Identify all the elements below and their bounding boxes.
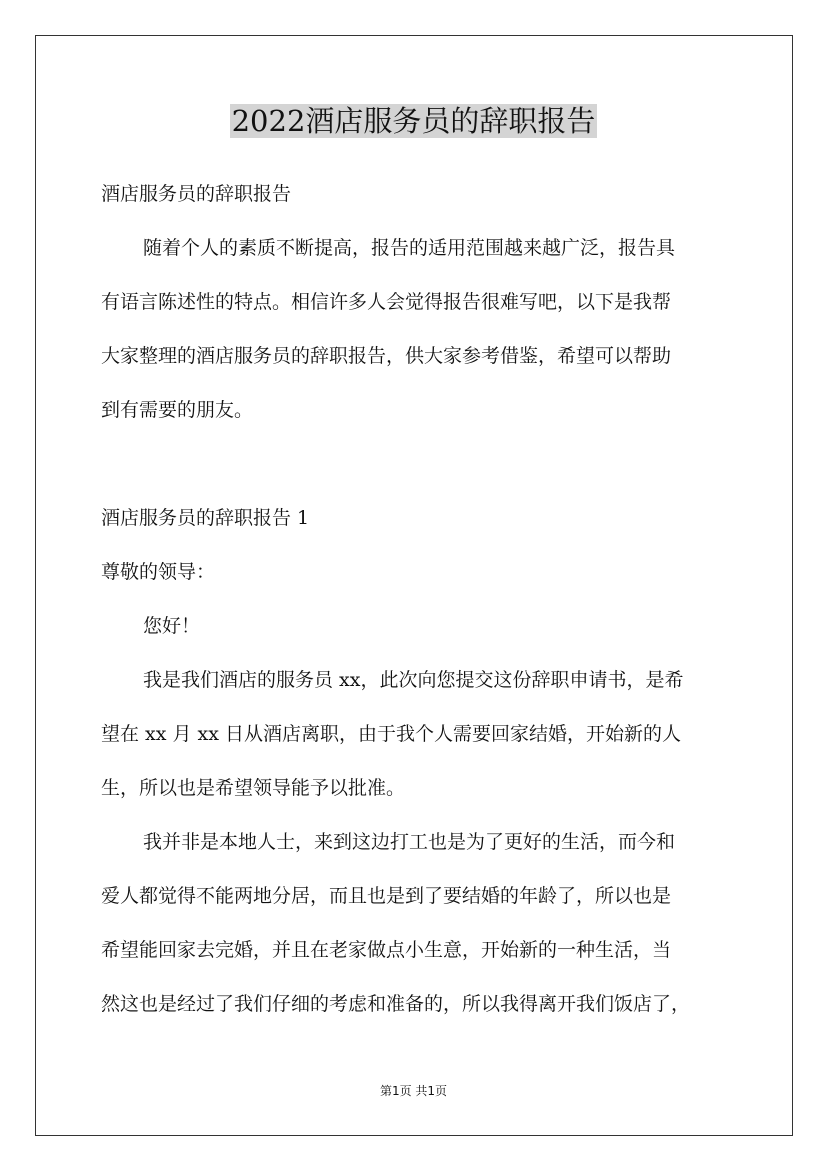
paragraph1-line-2: 望在 xx 月 xx 日从酒店离职，由于我个人需要回家结婚，开始新的人 bbox=[101, 723, 682, 745]
paragraph2-line-1: 我并非是本地人士，来到这边打工也是为了更好的生活，而今和 bbox=[143, 831, 676, 853]
document-subtitle: 酒店服务员的辞职报告 bbox=[101, 183, 292, 205]
page-number-footer: 第1页 共1页 bbox=[379, 1084, 448, 1098]
document-title bbox=[0, 101, 827, 141]
paragraph2-line-2: 爱人都觉得不能两地分居，而且也是到了要结婚的年龄了，所以也是 bbox=[101, 885, 672, 907]
intro-line-3: 大家整理的酒店服务员的辞职报告，供大家参考借鉴，希望可以帮助 bbox=[101, 345, 672, 367]
paragraph1-line-1: 我是我们酒店的服务员 xx，此次向您提交这份辞职申请书，是希 bbox=[143, 669, 684, 691]
greeting: 您好！ bbox=[143, 615, 201, 637]
intro-line-1: 随着个人的素质不断提高，报告的适用范围越来越广泛，报告具 bbox=[143, 237, 676, 259]
document-title-text: 2022酒店服务员的辞职报告 bbox=[231, 104, 596, 138]
section-heading: 酒店服务员的辞职报告 1 bbox=[101, 507, 310, 529]
paragraph2-line-4: 然这也是经过了我们仔细的考虑和准备的，所以我得离开我们饭店了， bbox=[101, 993, 691, 1015]
paragraph2-line-3: 希望能回家去完婚，并且在老家做点小生意，开始新的一种生活，当 bbox=[101, 939, 672, 961]
intro-line-4: 到有需要的朋友。 bbox=[101, 399, 254, 421]
paragraph1-line-3: 生，所以也是希望领导能予以批准。 bbox=[101, 777, 406, 799]
salutation: 尊敬的领导： bbox=[101, 561, 216, 583]
intro-line-2: 有语言陈述性的特点。相信许多人会觉得报告很难写吧，以下是我帮 bbox=[101, 291, 672, 313]
